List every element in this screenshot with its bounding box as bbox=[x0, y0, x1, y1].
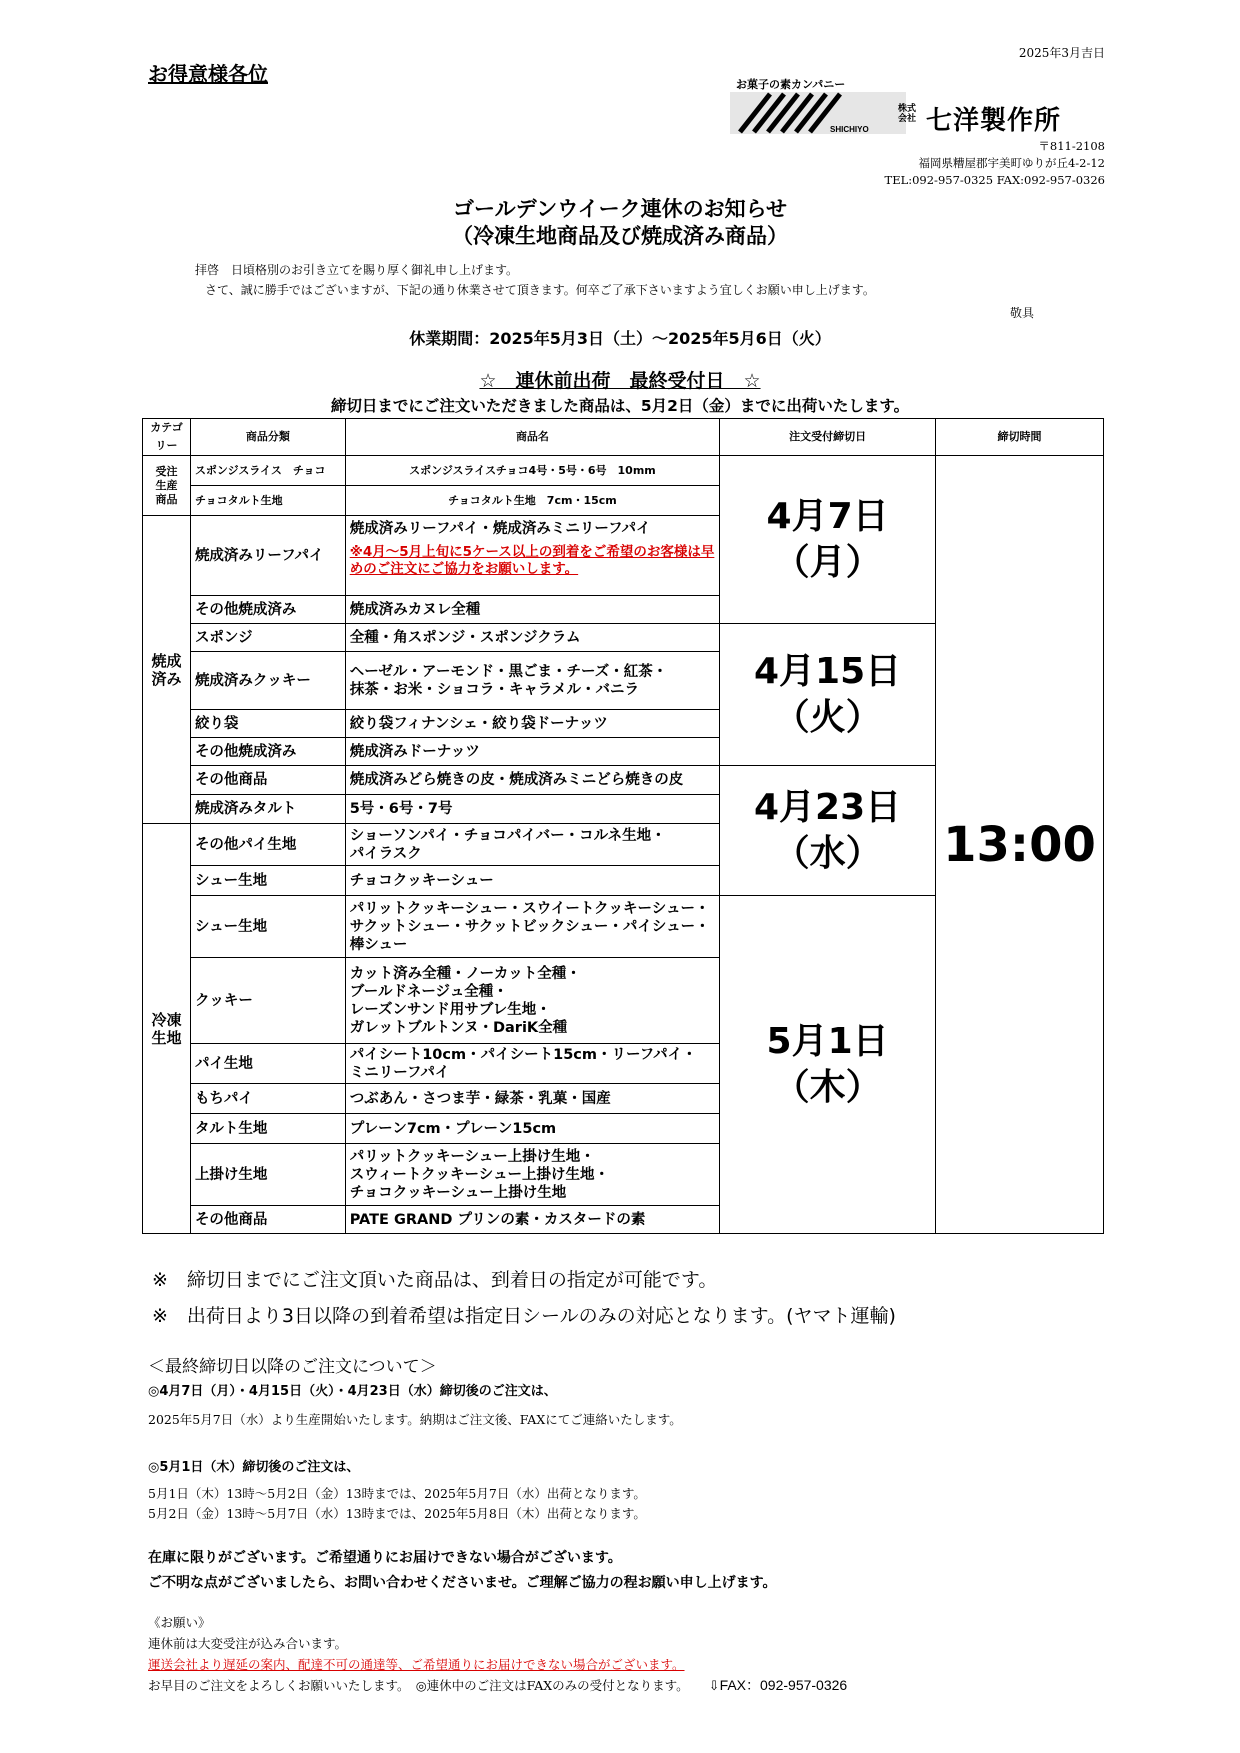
postal-code: 〒811-2108 bbox=[1038, 139, 1105, 153]
header-product: 商品名 bbox=[345, 419, 719, 456]
deadline-weekday: （月） bbox=[773, 541, 882, 583]
recipient: お得意様各位 bbox=[148, 62, 268, 86]
product-cell: パリットクッキーシュー上掛け生地・ スウィートクッキーシュー上掛け生地・ チョコクッキーシュー上掛け生地 bbox=[345, 1144, 719, 1206]
category-cell: 焼成 済み bbox=[143, 516, 191, 824]
request-heading: 《お願い》 bbox=[148, 1615, 211, 1630]
holiday-period: 休業期間：2025年5月3日（土）～2025年5月6日（火） bbox=[409, 329, 831, 348]
class-cell: もちパイ bbox=[190, 1084, 345, 1114]
product-cell: 焼成済みどら焼きの皮・焼成済みミニどら焼きの皮 bbox=[345, 766, 719, 795]
class-cell: 焼成済みクッキー bbox=[190, 652, 345, 710]
class-cell: タルト生地 bbox=[190, 1114, 345, 1144]
deadline-heading: ☆ 連休前出荷 最終受付日 ☆ bbox=[479, 370, 761, 392]
class-cell: 焼成済みタルト bbox=[190, 795, 345, 824]
request-line-3: お早目のご注文をよろしくお願いいたします。 ◎連休中のご注文はFAXのみの受付となります。 bbox=[148, 1678, 689, 1693]
class-cell: シュー生地 bbox=[190, 866, 345, 896]
shipping-note: 締切日までにご注文いただきました商品は、5月2日（金）までに出荷いたします。 bbox=[330, 397, 910, 415]
product-cell: ショーソンパイ・チョコパイバー・コルネ生地・ パイラスク bbox=[345, 824, 719, 866]
request-section bbox=[148, 1612, 847, 1697]
red-notice: ※4月～5月上旬に5ケース以上の到着をご希望のお客様は早めのご注文にご協力をお願いします。 bbox=[349, 544, 715, 577]
product-cell: カット済み全種・ノーカット全種・ ブールドネージュ全種・ レーズンサンド用サブレ生地・ ガレットブルトンヌ・DariK全種 bbox=[345, 958, 719, 1044]
product-cell: チョコクッキーシュー bbox=[345, 866, 719, 896]
logo-stripes-icon bbox=[730, 92, 906, 134]
class-cell: その他商品 bbox=[190, 1206, 345, 1234]
greeting-line-2: さて、誠に勝手ではございますが、下記の通り休業させて頂きます。何卒ご了承下さいますよう宜しくお願い申し上げます。 bbox=[205, 283, 875, 297]
product-cell: スポンジスライスチョコ4号・5号・6号 10mm bbox=[345, 456, 719, 486]
deadline-date: 4月15日 bbox=[754, 650, 902, 692]
logo-tagline: お菓子の素カンパニー bbox=[736, 78, 846, 91]
deadline-cell bbox=[720, 896, 936, 1234]
header-category: カテゴリー bbox=[143, 419, 191, 456]
stock-line-2: ご不明な点がございましたら、お問い合わせくださいませ。ご理解ご協力の程お願い申し上げます。 bbox=[148, 1575, 777, 1591]
request-line-2: 運送会社より遅延の案内、配達不可の通達等、ご希望通りにお届けできない場合がございます。 bbox=[148, 1657, 685, 1672]
class-cell: その他商品 bbox=[190, 766, 345, 795]
note-line-1: ※ 締切日までにご注文頂いた商品は、到着日の指定が可能です。 bbox=[152, 1269, 718, 1291]
product-cell: パイシート10cm・パイシート15cm・リーフパイ・ ミニリーフパイ bbox=[345, 1044, 719, 1084]
company-address bbox=[885, 138, 1105, 189]
after-deadline-2-body bbox=[148, 1484, 646, 1524]
class-cell: 上掛け生地 bbox=[190, 1144, 345, 1206]
deadline-weekday: （火） bbox=[773, 696, 882, 738]
class-cell: チョコタルト生地 bbox=[190, 486, 345, 516]
request-line-3-row bbox=[148, 1675, 847, 1697]
product-cell: チョコタルト生地 7cm・15cm bbox=[345, 486, 719, 516]
after-deadline-2-head: ◎5月1日（木）締切後のご注文は、 bbox=[148, 1460, 360, 1475]
company-name: 七洋製作所 bbox=[926, 106, 1062, 136]
class-cell: 焼成済みリーフパイ bbox=[190, 516, 345, 596]
deadline-cell bbox=[720, 456, 936, 624]
class-cell: その他焼成済み bbox=[190, 738, 345, 766]
company-logo-mark bbox=[730, 92, 906, 134]
request-line-1: 連休前は大変受注が込み合います。 bbox=[148, 1636, 348, 1651]
logo-mark-text: SHICHIYO bbox=[830, 125, 869, 134]
deadline-cell bbox=[720, 624, 936, 766]
product-cell: つぶあん・さつま芋・緑茶・乳菓・国産 bbox=[345, 1084, 719, 1114]
class-cell: その他パイ生地 bbox=[190, 824, 345, 866]
product-cell: 5号・6号・7号 bbox=[345, 795, 719, 824]
class-cell: 絞り袋 bbox=[190, 710, 345, 738]
product-cell bbox=[345, 516, 719, 596]
product-name: 焼成済みリーフパイ・焼成済みミニリーフパイ bbox=[349, 521, 651, 537]
deadline-weekday: （水） bbox=[773, 832, 882, 874]
class-cell: スポンジスライス チョコ bbox=[190, 456, 345, 486]
product-cell: 絞り袋フィナンシェ・絞り袋ドーナッツ bbox=[345, 710, 719, 738]
after-deadline-1-body: 2025年5月7日（水）より生産開始いたします。納期はご注文後、FAXにてご連絡いたします。 bbox=[148, 1412, 682, 1427]
title-line-1: ゴールデンウイーク連休のお知らせ bbox=[453, 197, 787, 221]
contact-numbers: TEL:092-957-0325 FAX:092-957-0326 bbox=[884, 173, 1105, 187]
stock-notice bbox=[148, 1546, 776, 1596]
class-cell: パイ生地 bbox=[190, 1044, 345, 1084]
title-line-2: （冷凍生地商品及び焼成済み商品） bbox=[452, 224, 788, 248]
after-deadline-heading: ＜最終締切日以降のご注文について＞ bbox=[148, 1357, 437, 1377]
deadline-date: 4月7日 bbox=[766, 495, 889, 537]
category-cell: 冷凍 生地 bbox=[143, 824, 191, 1234]
table-header-row bbox=[143, 419, 1104, 456]
product-cell: パリットクッキーシュー・スウイートクッキーシュー・ サクットシュー・サクットビックシュー・パイシュー・ 棒シュー bbox=[345, 896, 719, 958]
stock-line-1: 在庫に限りがございます。ご希望通りにお届けできない場合がございます。 bbox=[148, 1550, 622, 1566]
deadline-weekday: （木） bbox=[773, 1066, 882, 1108]
issue-date: 2025年3月吉日 bbox=[1018, 46, 1105, 60]
product-cell: ヘーゼル・アーモンド・黒ごま・チーズ・紅茶・ 抹茶・お米・ショコラ・キャラメル・バニラ bbox=[345, 652, 719, 710]
product-cell: 焼成済みカヌレ全種 bbox=[345, 596, 719, 624]
deadline-date: 5月1日 bbox=[766, 1020, 889, 1062]
fax-number: FAX：092-957-0326 bbox=[719, 1677, 848, 1693]
page-title bbox=[0, 196, 1240, 250]
table-row bbox=[143, 456, 1104, 486]
class-cell: スポンジ bbox=[190, 624, 345, 652]
product-cell: 全種・角スポンジ・スポンジクラム bbox=[345, 624, 719, 652]
note-line-2: ※ 出荷日より3日以降の到着希望は指定日シールのみの対応となります。(ヤマト運輸) bbox=[152, 1305, 896, 1327]
header-class: 商品分類 bbox=[190, 419, 345, 456]
product-cell: プレーン7cm・プレーン15cm bbox=[345, 1114, 719, 1144]
deadline-date: 4月23日 bbox=[754, 786, 902, 828]
street-address: 福岡県糟屋郡宇美町ゆりが丘4-2-12 bbox=[918, 156, 1105, 170]
fax-icon: ⇩ bbox=[708, 1679, 720, 1694]
product-cell: PATE GRAND プリンの素・カスタードの素 bbox=[345, 1206, 719, 1234]
deadline-table bbox=[142, 418, 1104, 1234]
after-deadline-2-line-1: 5月1日（木）13時～5月2日（金）13時までは、2025年5月7日（水）出荷となります。 bbox=[148, 1486, 646, 1501]
greeting bbox=[195, 260, 875, 300]
cutoff-time: 13:00 bbox=[935, 456, 1103, 1234]
product-cell: 焼成済みドーナッツ bbox=[345, 738, 719, 766]
header-deadline: 注文受付締切日 bbox=[720, 419, 936, 456]
category-cell: 受注 生産 商品 bbox=[143, 456, 191, 516]
company-type: 株式 会社 bbox=[898, 104, 917, 124]
closing: 敬具 bbox=[1010, 306, 1035, 320]
class-cell: シュー生地 bbox=[190, 896, 345, 958]
greeting-line-1: 拝啓 日頃格別のお引き立てを賜り厚く御礼申し上げます。 bbox=[195, 263, 519, 277]
deadline-cell bbox=[720, 766, 936, 896]
class-cell: その他焼成済み bbox=[190, 596, 345, 624]
after-deadline-2-line-2: 5月2日（金）13時～5月7日（水）13時までは、2025年5月8日（木）出荷となります。 bbox=[148, 1506, 646, 1521]
header-time: 締切時間 bbox=[935, 419, 1103, 456]
notes bbox=[152, 1262, 896, 1334]
after-deadline-1-head: ◎4月7日（月）・4月15日（火）・4月23日（水）締切後のご注文は、 bbox=[148, 1384, 557, 1399]
class-cell: クッキー bbox=[190, 958, 345, 1044]
